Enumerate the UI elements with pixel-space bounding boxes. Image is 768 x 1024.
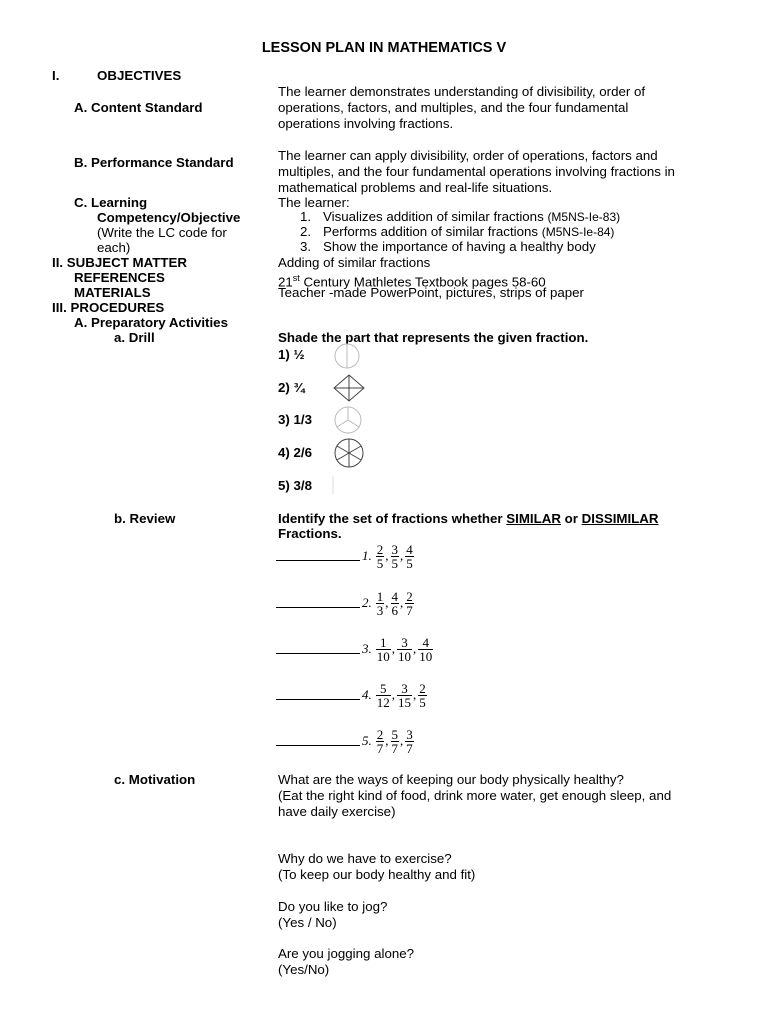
faint-mark-shape: [330, 474, 336, 496]
review-item-number: 4.: [362, 687, 372, 702]
competency-item-3-text: Show the importance of having a healthy body: [323, 239, 596, 254]
fraction-numerator: 2: [406, 588, 413, 604]
review-item: [276, 540, 415, 572]
fraction-denominator: 10: [398, 648, 411, 664]
review-item: [276, 725, 415, 757]
fraction-separator: ,: [385, 733, 389, 748]
page-title: LESSON PLAN IN MATHEMATICS V: [261, 40, 507, 56]
learning-competency-label-2: Competency/Objective: [97, 210, 241, 225]
drill-instruction: Shade the part that represents the given fraction.: [278, 330, 589, 345]
motivation-line: have daily exercise): [278, 804, 396, 819]
competency-item-number: 1.: [300, 209, 312, 224]
answer-blank[interactable]: [276, 552, 360, 561]
fraction-numerator: 2: [419, 680, 426, 696]
review-item: [276, 679, 428, 711]
fraction-numerator: 3: [391, 541, 398, 557]
competency-item-text: [323, 209, 620, 225]
competency-item-text: [323, 224, 614, 240]
fraction-separator: ,: [385, 548, 389, 563]
fraction: [391, 728, 400, 755]
performance-standard-label: B. Performance Standard: [74, 155, 234, 170]
motivation-line: (To keep our body healthy and fit): [278, 867, 476, 882]
circle-thirds-shape: [333, 405, 363, 435]
fraction: [418, 682, 427, 709]
fraction-numerator: 5: [380, 680, 387, 696]
fraction-denominator: 12: [376, 694, 390, 710]
fraction-numerator: 3: [406, 726, 413, 742]
competency-item-2-code: (M5NS-Ie-84): [541, 225, 615, 239]
fraction-numerator: 3: [401, 680, 408, 696]
fraction-numerator: 4: [391, 588, 398, 604]
circle-sixths-shape: [333, 437, 365, 469]
references-value-text: Century Mathletes Textbook pages 58-60: [299, 274, 546, 290]
answer-blank[interactable]: [276, 737, 360, 746]
fraction-denominator: 6: [391, 602, 398, 618]
fraction: [418, 636, 433, 663]
motivation-line: What are the ways of keeping our body physically healthy?: [278, 772, 624, 787]
review-instruction: [278, 511, 658, 527]
fraction-numerator: 1: [376, 588, 384, 604]
review-item: [276, 633, 434, 665]
drill-item-4: 4) 2/6: [278, 445, 313, 460]
competency-item-number: 2.: [300, 224, 312, 239]
fraction-denominator: 5: [391, 555, 398, 571]
motivation-line: Do you like to jog?: [278, 899, 388, 914]
fraction-separator: ,: [385, 595, 389, 610]
drill-item-5: 5) 3/8: [278, 478, 313, 493]
fraction: [376, 543, 385, 570]
fraction-numerator: 3: [401, 634, 408, 650]
fraction: [376, 636, 391, 663]
references-label: REFERENCES: [74, 270, 165, 285]
fraction-separator: ,: [413, 687, 417, 702]
fraction-denominator: 3: [376, 602, 384, 618]
review-instruction-line-2: Fractions.: [278, 526, 342, 541]
fraction-denominator: 7: [406, 740, 413, 756]
fraction-separator: ,: [391, 641, 395, 656]
circle-halves-shape: [333, 342, 361, 370]
diamond-quarters-shape: [332, 373, 366, 403]
fraction: [397, 636, 412, 663]
content-standard-line-3: operations involving fractions.: [278, 116, 454, 131]
fraction-denominator: 7: [376, 740, 384, 756]
motivation-line: (Eat the right kind of food, drink more water, get enough sleep, and: [278, 788, 672, 803]
fraction-numerator: 1: [380, 634, 387, 650]
fraction-numerator: 4: [422, 634, 429, 650]
review-item-number: 2.: [362, 595, 372, 610]
fraction: [405, 543, 414, 570]
fraction-separator: ,: [400, 595, 404, 610]
fraction-denominator: 5: [419, 694, 426, 710]
references-value-number: 21: [278, 274, 293, 290]
fraction-denominator: 5: [376, 555, 384, 571]
competency-item-1-text: Visualizes addition of similar fractions: [323, 209, 544, 224]
motivation-line: (Yes / No): [278, 915, 337, 930]
learning-competency-label-4: each): [97, 240, 131, 255]
subject-matter-value: Adding of similar fractions: [278, 255, 431, 270]
fraction-separator: ,: [400, 733, 404, 748]
preparatory-label: A. Preparatory Activities: [74, 315, 228, 330]
review-item-number: 3.: [362, 641, 372, 656]
competency-item-2-text: Performs addition of similar fractions: [323, 224, 539, 239]
fraction-separator: ,: [400, 548, 404, 563]
answer-blank[interactable]: [276, 645, 360, 654]
fraction: [376, 590, 385, 617]
learning-competency-intro: The learner:: [278, 195, 350, 210]
drill-item-1: 1) ½: [278, 347, 305, 362]
content-standard-line-2: operations, factors, and multiples, and the four fundamental: [278, 100, 629, 115]
fraction-denominator: 10: [376, 648, 390, 664]
references-value-ordinal: st: [292, 273, 300, 283]
review-item-number: 5.: [362, 733, 372, 748]
review-label: b. Review: [114, 511, 176, 526]
drill-item-3: 3) 1/3: [278, 412, 313, 427]
fraction-denominator: 7: [406, 602, 413, 618]
dissimilar-keyword: DISSIMILAR: [581, 511, 659, 526]
competency-item-1-code: (M5NS-Ie-83): [547, 210, 621, 224]
fraction: [376, 728, 385, 755]
fraction-denominator: 10: [419, 648, 433, 664]
review-instruction-text: Identify the set of fractions whether: [278, 511, 507, 526]
drill-label: a. Drill: [114, 330, 155, 345]
motivation-line: Why do we have to exercise?: [278, 851, 452, 866]
answer-blank[interactable]: [276, 691, 360, 700]
motivation-line: (Yes/No): [278, 962, 330, 977]
fraction: [405, 590, 414, 617]
review-item-number: 1.: [362, 548, 372, 563]
fraction-denominator: 7: [391, 740, 398, 756]
motivation-label: c. Motivation: [114, 772, 196, 787]
review-instruction-or: or: [560, 511, 582, 526]
content-standard-line-1: The learner demonstrates understanding of divisibility, order of: [278, 84, 646, 99]
content-standard-label: A. Content Standard: [74, 100, 203, 115]
fraction-numerator: 2: [376, 541, 384, 557]
review-item: [276, 587, 415, 619]
section-number-objectives: I.: [52, 68, 60, 83]
fraction: [405, 728, 414, 755]
subject-matter-label: II. SUBJECT MATTER: [52, 255, 187, 270]
learning-competency-label-1: C. Learning: [74, 195, 148, 210]
materials-label: MATERIALS: [74, 285, 151, 300]
drill-item-2: 2) ¾: [278, 380, 305, 395]
competency-item-number: 3.: [300, 239, 312, 254]
fraction: [391, 590, 400, 617]
fraction-separator: ,: [391, 687, 395, 702]
procedures-label: III. PROCEDURES: [52, 300, 165, 315]
fraction-numerator: 5: [391, 726, 398, 742]
similar-keyword: SIMILAR: [506, 511, 561, 526]
materials-value: Teacher -made PowerPoint, pictures, strips of paper: [278, 285, 584, 300]
performance-standard-line-2: multiples, and the four fundamental operations involving fractions in: [278, 164, 675, 179]
fraction-denominator: 5: [406, 555, 413, 571]
fraction: [397, 682, 412, 709]
fraction: [391, 543, 400, 570]
motivation-line: Are you jogging alone?: [278, 946, 415, 961]
fraction: [376, 682, 391, 709]
section-heading-objectives: OBJECTIVES: [97, 68, 182, 83]
answer-blank[interactable]: [276, 599, 360, 608]
performance-standard-line-1: The learner can apply divisibility, order of operations, factors and: [278, 148, 658, 163]
fraction-separator: ,: [413, 641, 417, 656]
performance-standard-line-3: mathematical problems and real-life situations.: [278, 180, 553, 195]
fraction-numerator: 2: [376, 726, 384, 742]
fraction-denominator: 15: [398, 694, 411, 710]
learning-competency-label-3: (Write the LC code for: [97, 225, 227, 240]
fraction-numerator: 4: [406, 541, 413, 557]
